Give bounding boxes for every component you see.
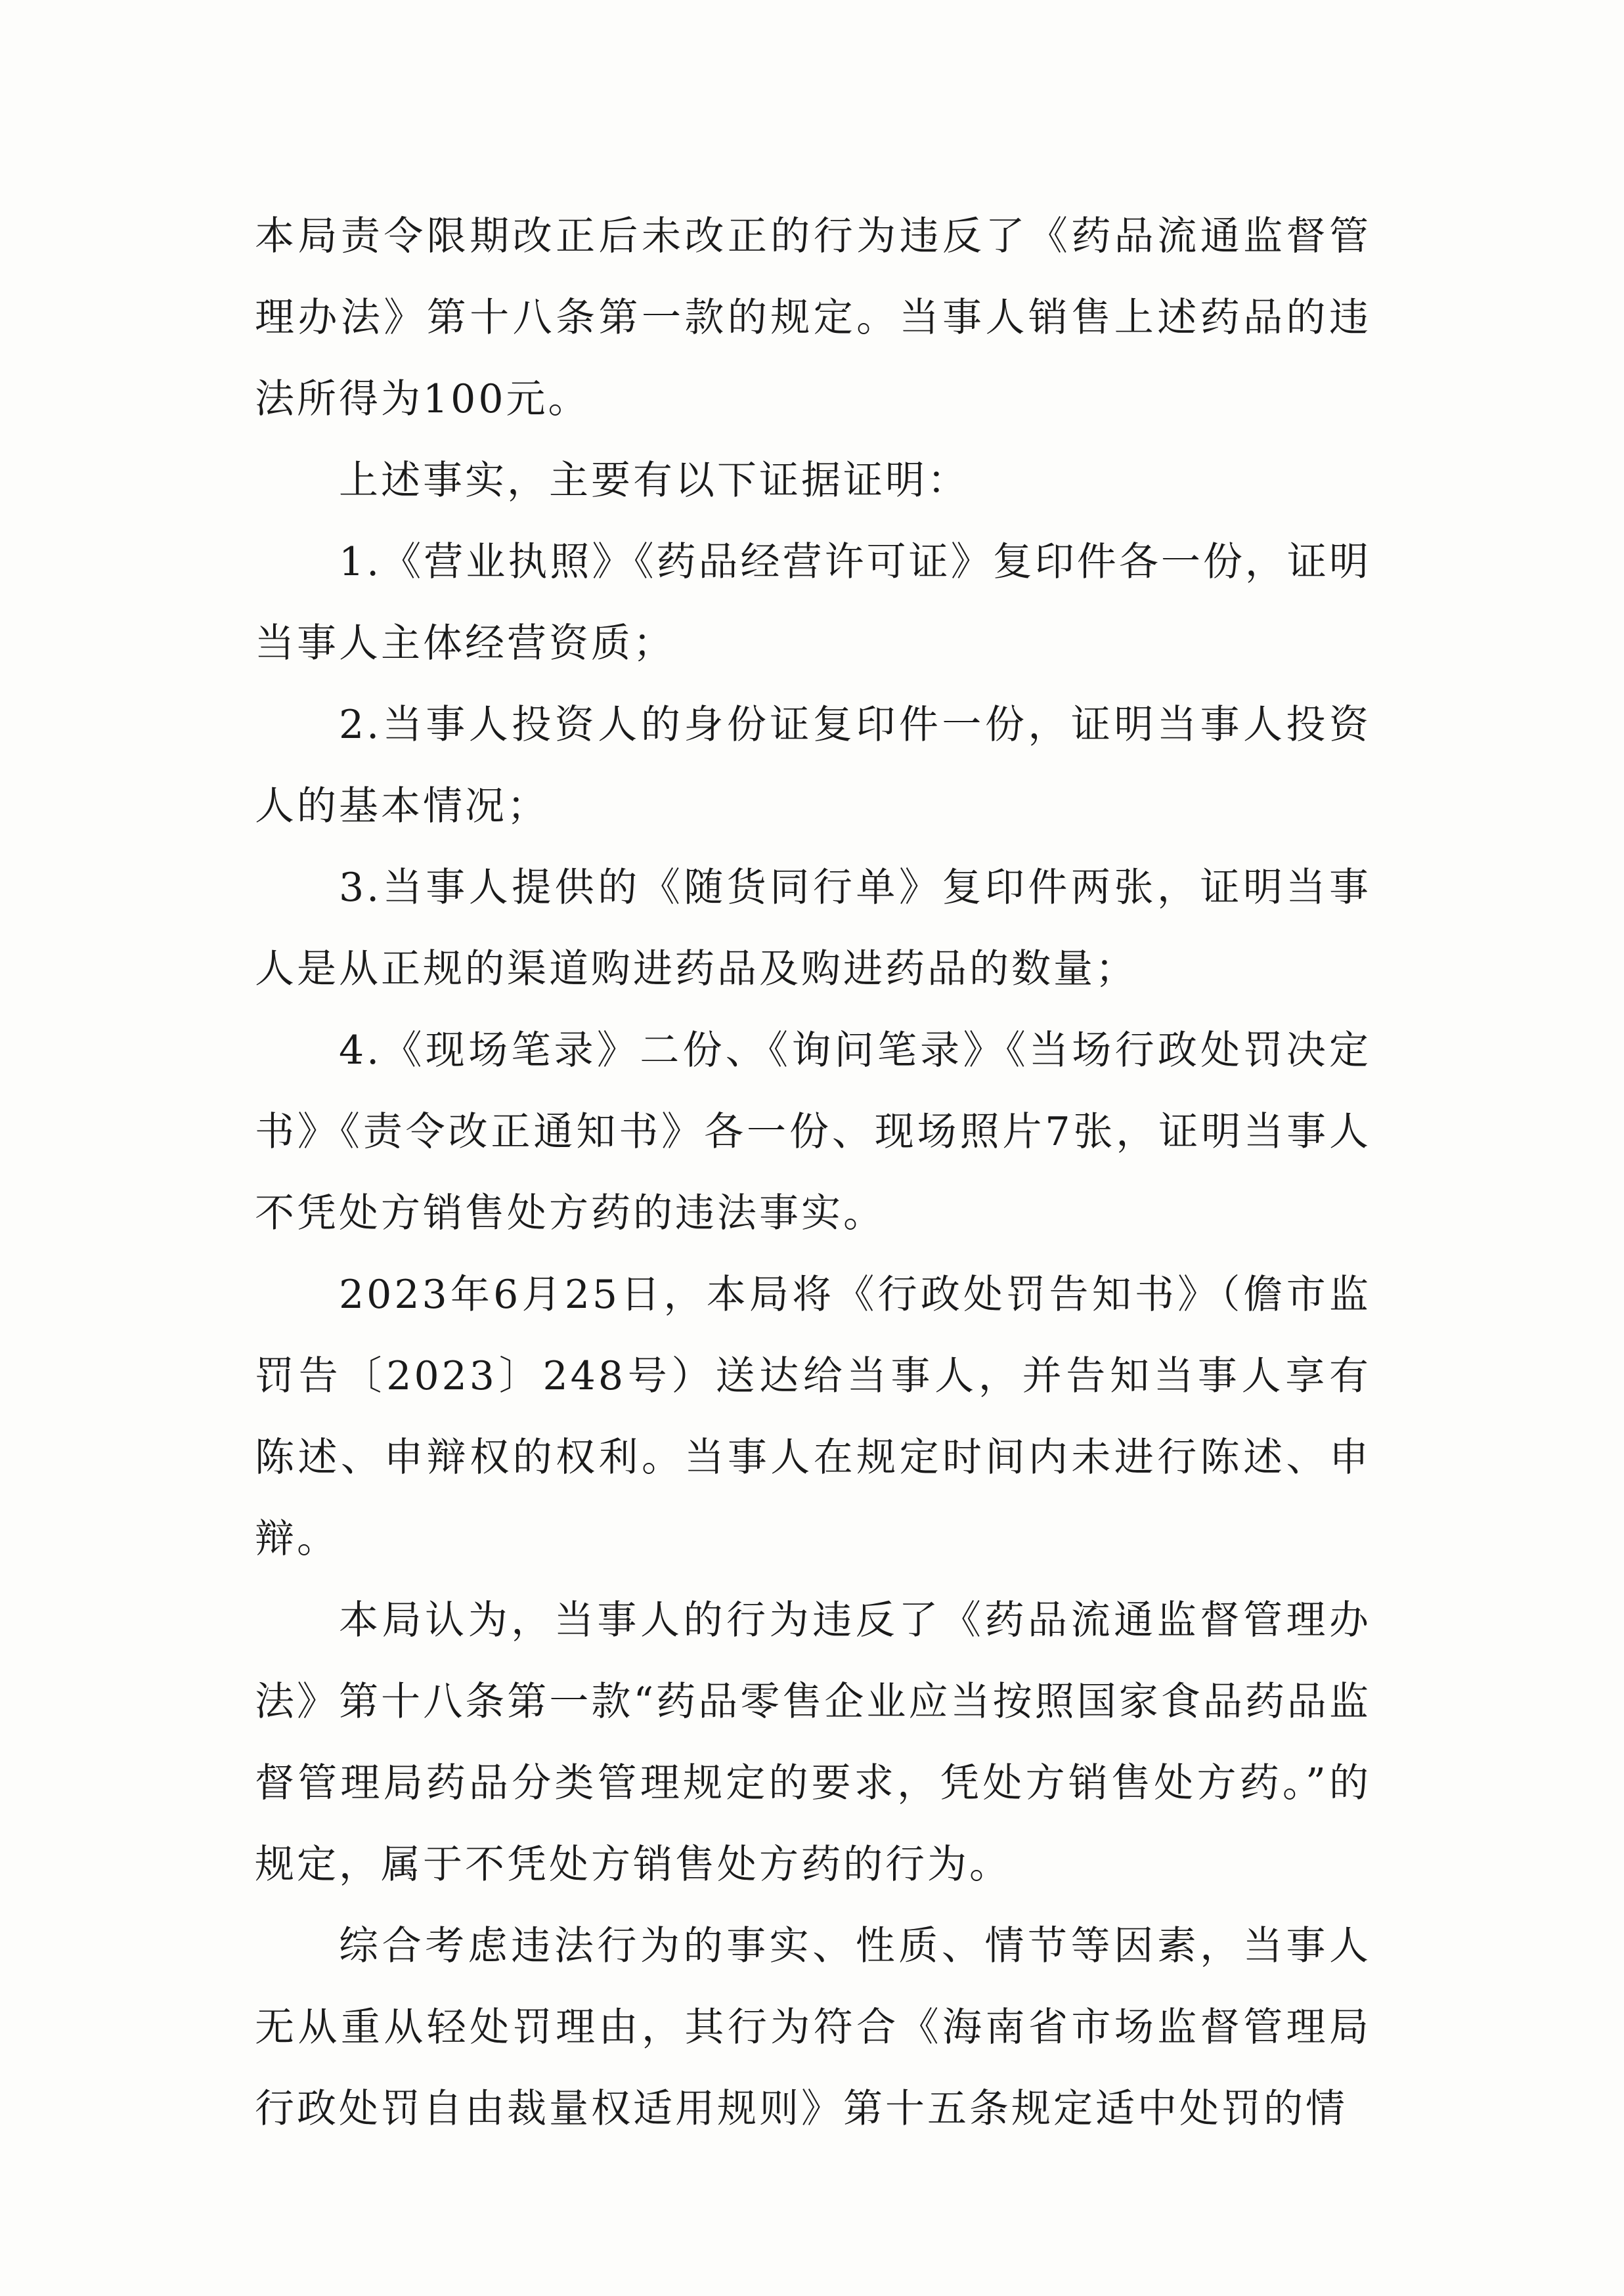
paragraph-1: 本局责令限期改正后未改正的行为违反了《药品流通监督管理办法》第十八条第一款的规定。当事人销售上述药品的违法所得为100元。 bbox=[255, 213, 1371, 422]
paragraph-2: 上述事实，主要有以下证据证明： bbox=[339, 458, 969, 504]
paragraph-7: 2023年6月25日，本局将《行政处罚告知书》（儋市监罚告〔2023〕248号）送达给当事人，并告知当事人享有陈述、申辩权的权利。当事人在规定时间内未进行陈述、申辩。 bbox=[255, 1272, 1371, 1562]
paragraph-6: 4.《现场笔录》二份、《询问笔录》《当场行政处罚决定书》《责令改正通知书》各一份、现场照片7张，证明当事人不凭处方销售处方药的违法事实。 bbox=[255, 1028, 1371, 1236]
document-body bbox=[255, 196, 1371, 2150]
paragraph-9: 综合考虑违法行为的事实、性质、情节等因素，当事人无从重从轻处罚理由，其行为符合《海南省市场监督管理局行政处罚自由裁量权适用规则》第十五条规定适中处罚的情 bbox=[255, 1923, 1371, 2132]
paragraph-4: 2.当事人投资人的身份证复印件一份，证明当事人投资人的基本情况； bbox=[255, 702, 1371, 829]
paragraph-8: 本局认为，当事人的行为违反了《药品流通监督管理办法》第十八条第一款“药品零售企业应当按照国家食品药品监督管理局药品分类管理规定的要求，凭处方销售处方药。”的规定，属于不凭处方销售处方药的行为。 bbox=[255, 1597, 1371, 1888]
paragraph-3: 1.《营业执照》《药品经营许可证》复印件各一份，证明当事人主体经营资质； bbox=[255, 539, 1371, 666]
paragraph-5: 3.当事人提供的《随货同行单》复印件两张，证明当事人是从正规的渠道购进药品及购进药品的数量； bbox=[255, 865, 1371, 992]
